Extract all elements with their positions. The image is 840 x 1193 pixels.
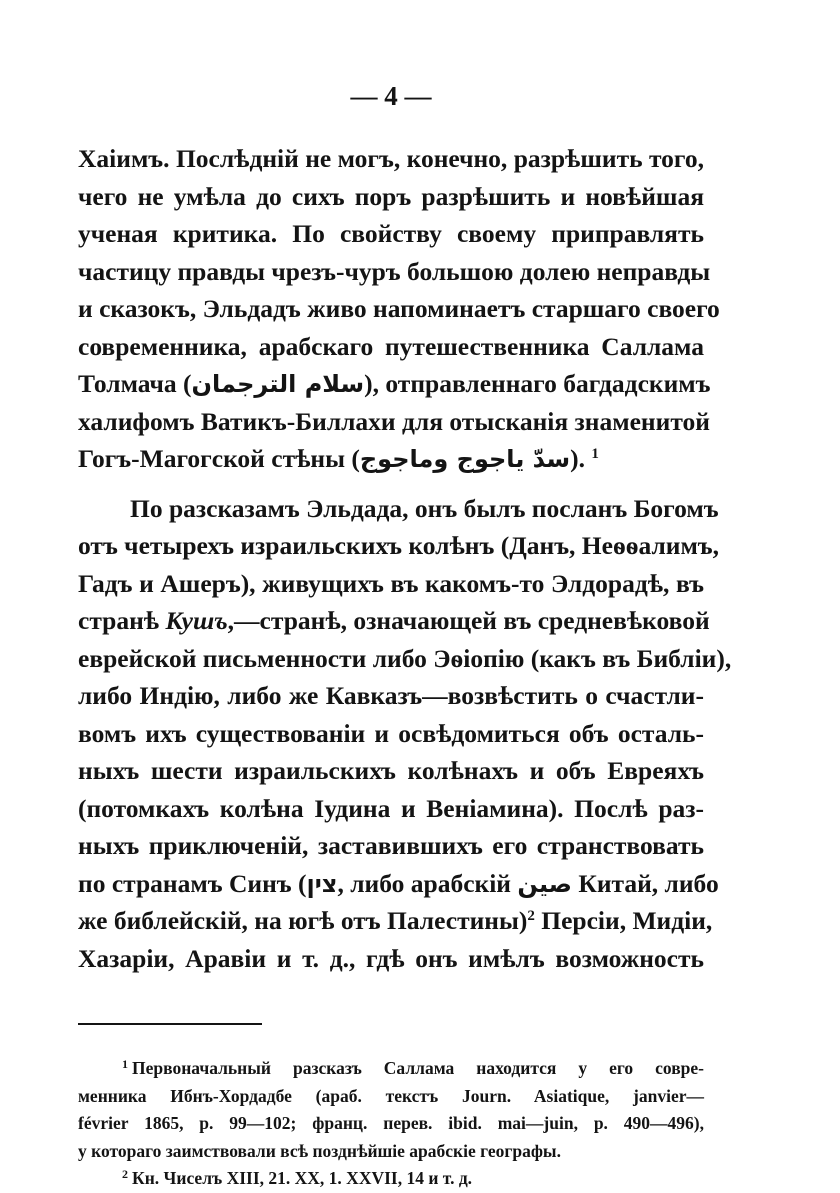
text-line	[78, 865, 719, 903]
text-line: частицу правды чрезъ-чуръ большою долею неправды	[78, 256, 711, 286]
text-segment: же библейскій, на югѣ отъ Палестины)	[78, 906, 528, 935]
footnote-1	[78, 1055, 704, 1165]
text-line: отъ четырехъ израильскихъ колѣнъ (Данъ, Неѳѳалимъ,	[78, 531, 720, 560]
text-line: ныхъ шести израильскихъ колѣнахъ и объ Евреяхъ	[78, 756, 704, 785]
text-line	[78, 602, 710, 640]
footnote-text: Кн. Чиселъ XIII, 21. XX, 1. XXVII, 14 и т. д.	[132, 1168, 473, 1188]
footnote-line: у котораго заимствовали всѣ позднѣйшіе арабскіе географы.	[78, 1140, 561, 1161]
paragraph-1	[78, 140, 720, 478]
main-text	[78, 140, 732, 977]
text-segment: по странамъ Синъ (	[78, 868, 307, 898]
text-line: халифомъ Ватикъ-Биллахи для отысканія знаменитой	[78, 406, 710, 436]
text-segment: Персіи, Мидіи,	[534, 906, 713, 935]
text-segment: Гогъ-Магогской стѣны (	[78, 444, 360, 473]
text-line: еврейской письменности либо Эѳіопію (какъ въ Библіи),	[78, 643, 732, 673]
footnote-mark: 1	[122, 1057, 128, 1071]
footnote-line: février 1865, p. 99—102; франц. перев. ibid. mai—juin, p. 490—496),	[78, 1113, 704, 1133]
text-segment: ).	[570, 444, 592, 473]
text-segment: Толмача (	[78, 369, 192, 398]
book-page	[78, 80, 732, 1188]
page-number: — 4 —	[350, 81, 432, 111]
arabic-name-sallam: سلام الترجمان	[191, 370, 365, 398]
text-line: Хаіимъ. Послѣдній не могъ, конечно, разрѣшить того,	[78, 144, 704, 173]
footnote-ref-1[interactable]: 1	[591, 446, 599, 462]
footnote-line	[78, 1055, 704, 1083]
hebrew-sin: צין	[306, 869, 338, 898]
footnote-ref-2[interactable]: 2	[527, 908, 535, 924]
text-line: чего не умѣла до сихъ поръ разрѣшить и новѣйшая	[78, 181, 704, 211]
text-segment: ,—странѣ, означающей въ средневѣковой	[227, 606, 710, 635]
paragraph-2	[78, 490, 732, 978]
text-line: Гадъ и Ашеръ), живущихъ въ какомъ-то Элдорадѣ, въ	[78, 568, 704, 598]
footnote-mark: 2	[122, 1167, 128, 1181]
footnote-line	[78, 1165, 704, 1193]
arabic-sin: صين	[517, 869, 572, 898]
text-line: Хазаріи, Аравіи и т. д., гдѣ онъ имѣлъ возможность	[78, 943, 704, 973]
text-line: вомъ ихъ существованіи и освѣдомиться объ осталь-	[78, 718, 704, 748]
text-line: либо Индію, либо же Кавказъ—возвѣстить о счастли-	[78, 681, 704, 710]
arabic-gog-magog-wall: سدّ ياجوج وماجوج	[359, 445, 571, 473]
text-line	[78, 365, 711, 403]
text-line: современника, арабскаго путешественника Саллама	[78, 331, 704, 361]
text-line: (потомкахъ колѣна Іудина и Веніамина). Послѣ раз-	[78, 793, 704, 823]
footnote-2	[78, 1165, 704, 1193]
text-line: По разсказамъ Эльдада, онъ былъ посланъ Богомъ	[130, 493, 719, 523]
text-segment: Китай, либо	[571, 868, 719, 898]
footnote-divider	[78, 1023, 262, 1025]
footnote-text: Первоначальный разсказъ Саллама находится у его совре-	[132, 1058, 704, 1078]
text-line: ныхъ приключеній, заставившихъ его странствовать	[78, 831, 704, 860]
text-line: ученая критика. По свойству своему приправлять	[78, 219, 704, 248]
text-segment: странѣ	[78, 606, 166, 635]
text-line	[78, 440, 704, 478]
text-segment: , либо арабскій	[337, 868, 518, 898]
text-segment: ), отправленнаго багдадскимъ	[364, 369, 711, 398]
footnotes	[78, 1055, 704, 1193]
footnote-line: менника Ибнъ-Хордадбе (араб. текстъ Journ. Asiatique, janvier—	[78, 1085, 704, 1106]
italic-kush: Кушъ	[165, 606, 228, 635]
text-line	[78, 902, 713, 940]
text-line: и сказокъ, Эльдадъ живо напоминаетъ старшаго своего	[78, 294, 720, 323]
